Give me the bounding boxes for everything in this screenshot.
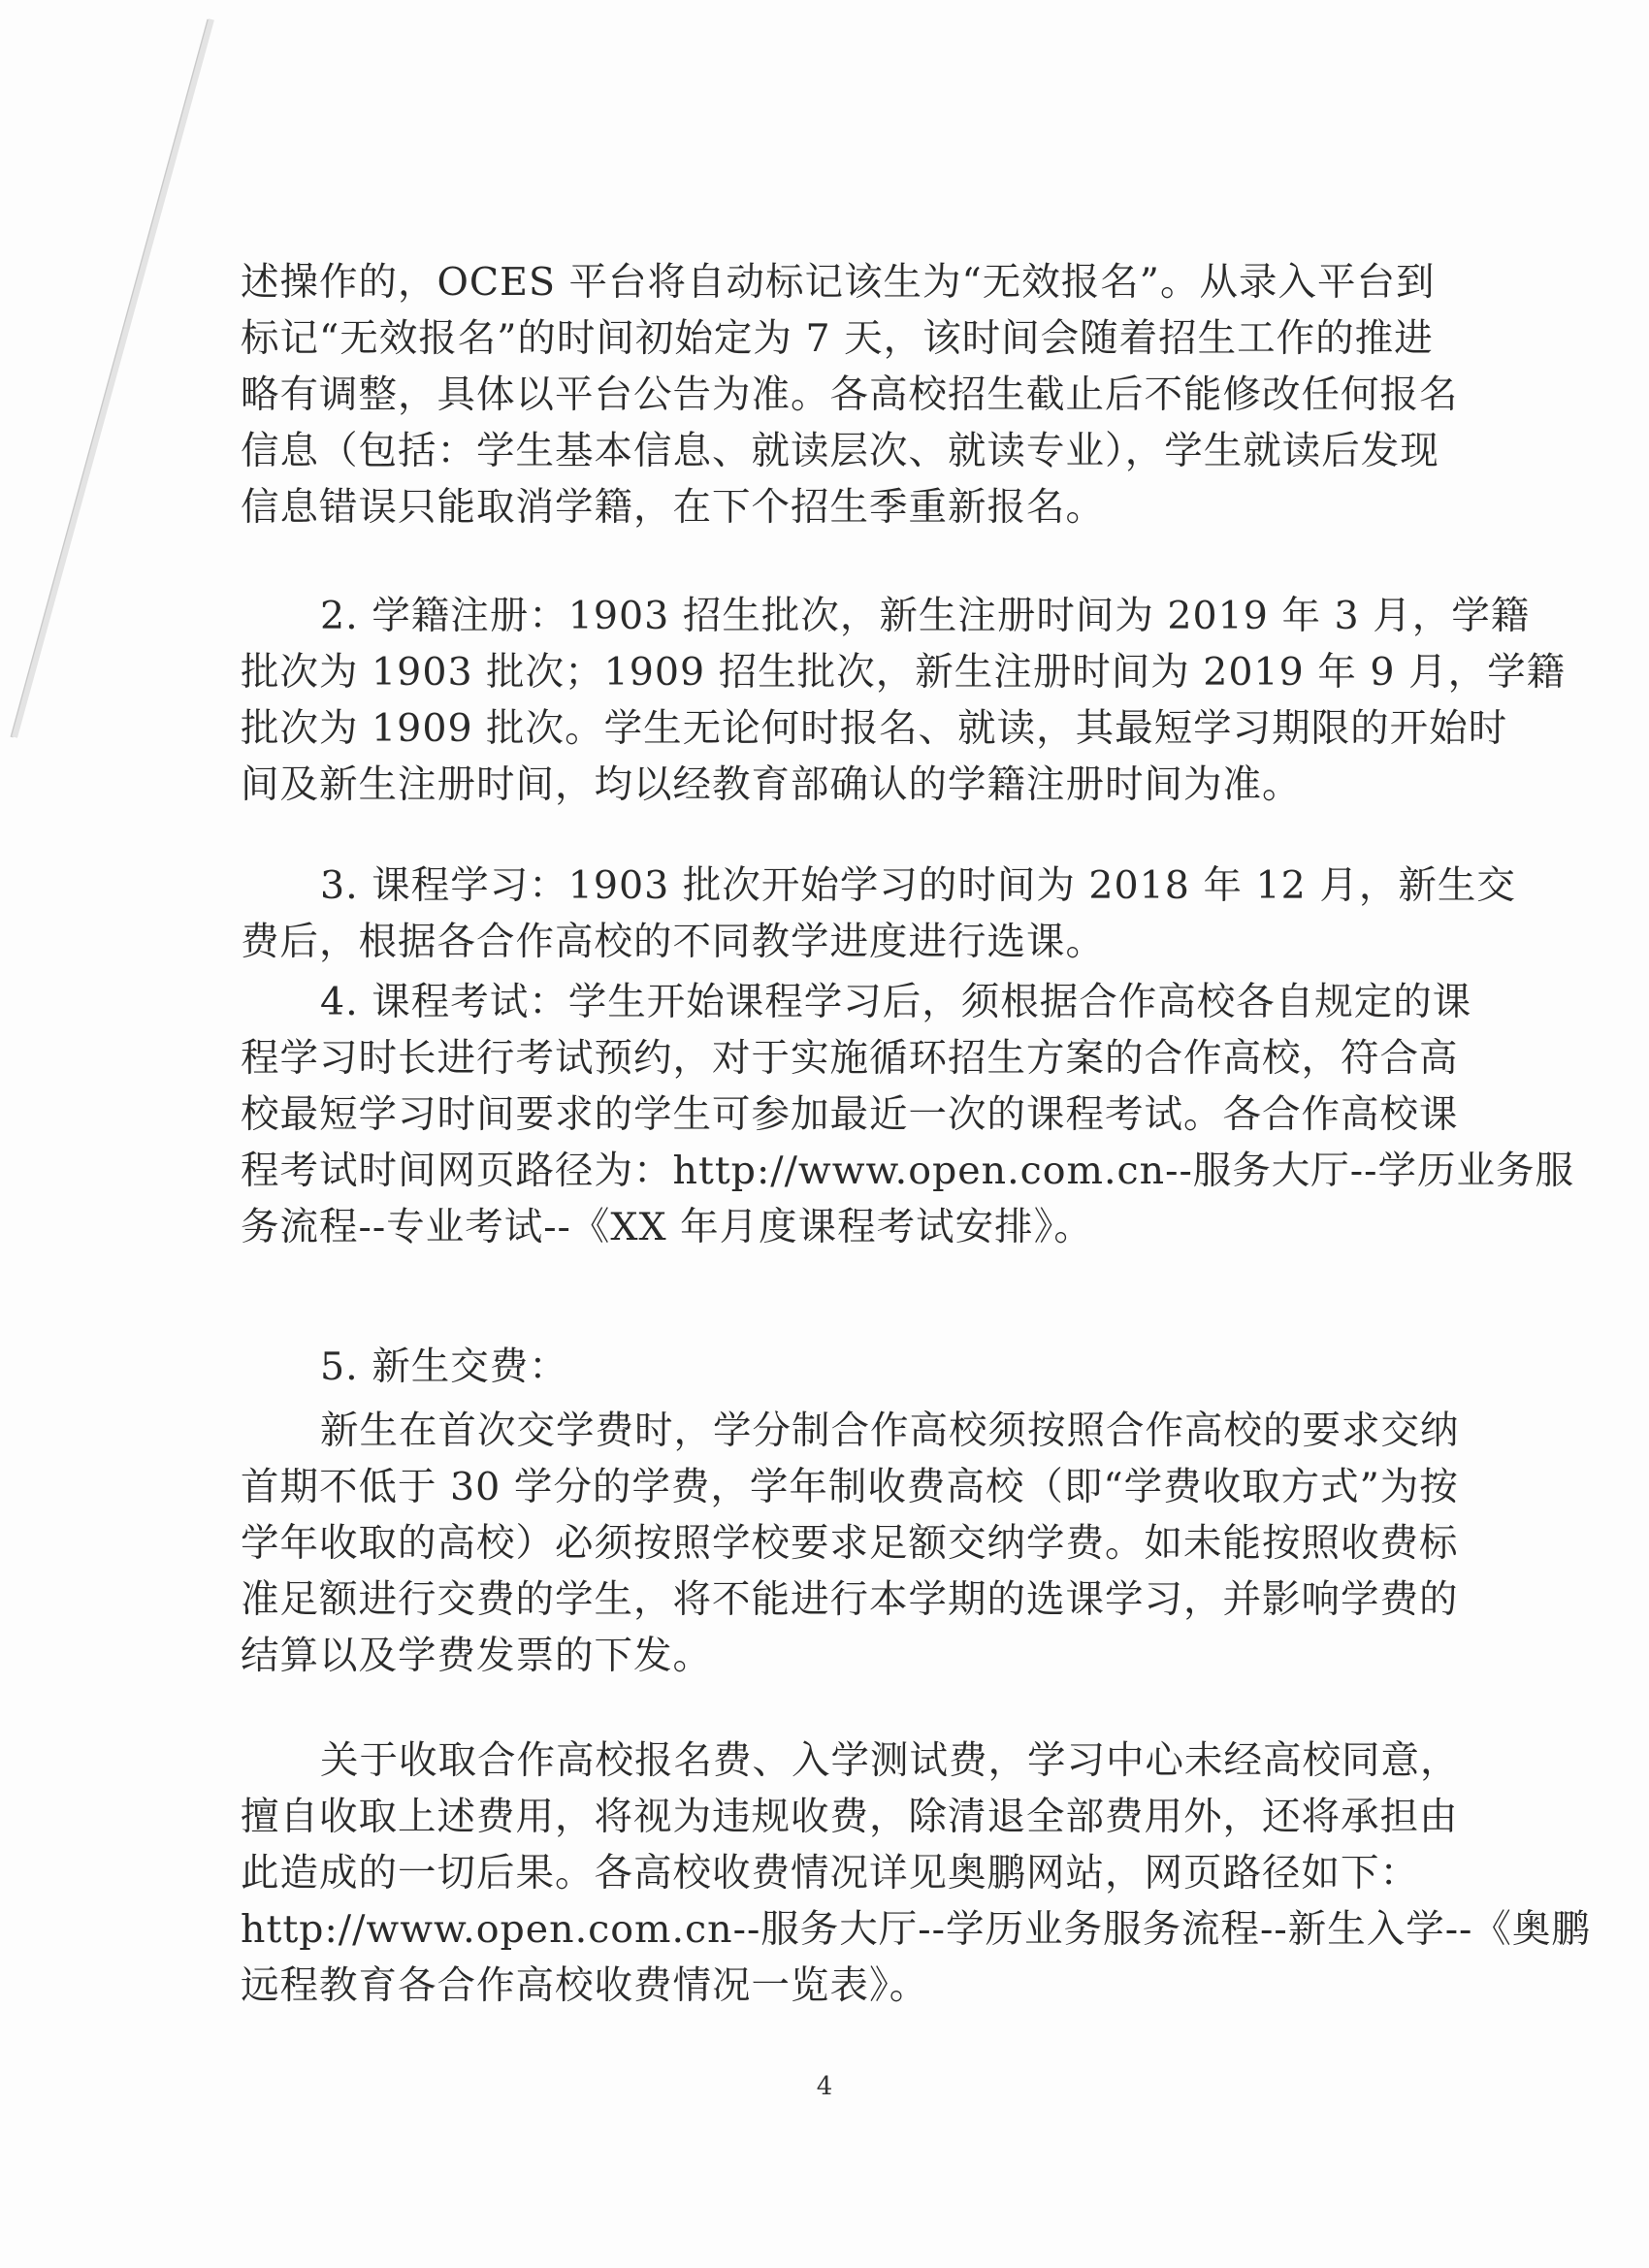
text-line: 务流程--专业考试--《XX 年月度课程考试安排》。 — [241, 1205, 1093, 1249]
text-line: 首期不低于 30 学分的学费，学年制收费高校（即“学费收取方式”为按 — [241, 1465, 1459, 1509]
text-line: 述操作的，OCES 平台将自动标记该生为“无效报名”。从录入平台到 — [241, 260, 1436, 305]
text-line: 擅自收取上述费用，将视为违规收费，除清退全部费用外，还将承担由 — [241, 1795, 1459, 1839]
text-line: 费后，根据各合作高校的不同教学进度进行选课。 — [241, 920, 1105, 964]
text-line: 3. 课程学习：1903 批次开始学习的时间为 2018 年 12 月，新生交 — [320, 863, 1516, 908]
text-line: 标记“无效报名”的时间初始定为 7 天，该时间会随着招生工作的推进 — [241, 316, 1434, 361]
text-line: 此造成的一切后果。各高校收费情况详见奥鹏网站，网页路径如下： — [241, 1851, 1419, 1895]
text-line: 2. 学籍注册：1903 招生批次，新生注册时间为 2019 年 3 月，学籍 — [320, 594, 1531, 638]
scan-edge-shadow — [0, 0, 252, 873]
text-line: 远程教育各合作高校收费情况一览表》。 — [241, 1963, 929, 2008]
paragraph-item-4-course-exam — [241, 974, 1574, 1255]
text-line: 结算以及学费发票的下发。 — [241, 1634, 712, 1678]
text-line: 准足额进行交费的学生，将不能进行本学期的选课学习，并影响学费的 — [241, 1577, 1459, 1622]
paragraph-item-5-heading — [241, 1339, 1434, 1395]
text-line: 程考试时间网页路径为：http://www.open.com.cn--服务大厅--学历业务服 — [241, 1149, 1574, 1193]
paragraph-item-5-fees — [241, 1733, 1591, 2014]
text-line: 程学习时长进行考试预约，对于实施循环招生方案的合作高校，符合高 — [241, 1036, 1459, 1081]
text-line: 校最短学习时间要求的学生可参加最近一次的课程考试。各合作高校课 — [241, 1092, 1459, 1137]
text-line: 间及新生注册时间，均以经教育部确认的学籍注册时间为准。 — [241, 762, 1302, 807]
text-line: 关于收取合作高校报名费、入学测试费，学习中心未经高校同意， — [320, 1738, 1460, 1783]
paragraph-item-3-course-study — [241, 858, 1516, 970]
text-line: 信息（包括：学生基本信息、就读层次、就读专业），学生就读后发现 — [241, 429, 1439, 473]
text-line: 新生在首次交学费时，学分制合作高校须按照合作高校的要求交纳 — [320, 1409, 1460, 1453]
text-line: 略有调整，具体以平台公告为准。各高校招生截止后不能修改任何报名 — [241, 373, 1459, 417]
text-line: 信息错误只能取消学籍，在下个招生季重新报名。 — [241, 485, 1105, 530]
text-line: 批次为 1909 批次。学生无论何时报名、就读，其最短学习期限的开始时 — [241, 706, 1508, 751]
text-line: 批次为 1903 批次；1909 招生批次，新生注册时间为 2019 年 9 月，学籍 — [241, 650, 1567, 695]
paragraph-item-2-enrollment — [241, 588, 1567, 813]
section-heading: 5. 新生交费： — [320, 1345, 568, 1389]
page-number: 4 — [816, 2072, 833, 2101]
paragraph-registration-continued — [241, 254, 1459, 535]
text-line: 学年收取的高校）必须按照学校要求足额交纳学费。如未能按照收费标 — [241, 1521, 1459, 1566]
text-line: 4. 课程考试：学生开始课程学习后，须根据合作高校各自规定的课 — [320, 980, 1472, 1024]
paragraph-item-5-tuition — [241, 1403, 1460, 1684]
text-line: http://www.open.com.cn--服务大厅--学历业务服务流程--新生入学--《奥鹏 — [241, 1907, 1591, 1952]
